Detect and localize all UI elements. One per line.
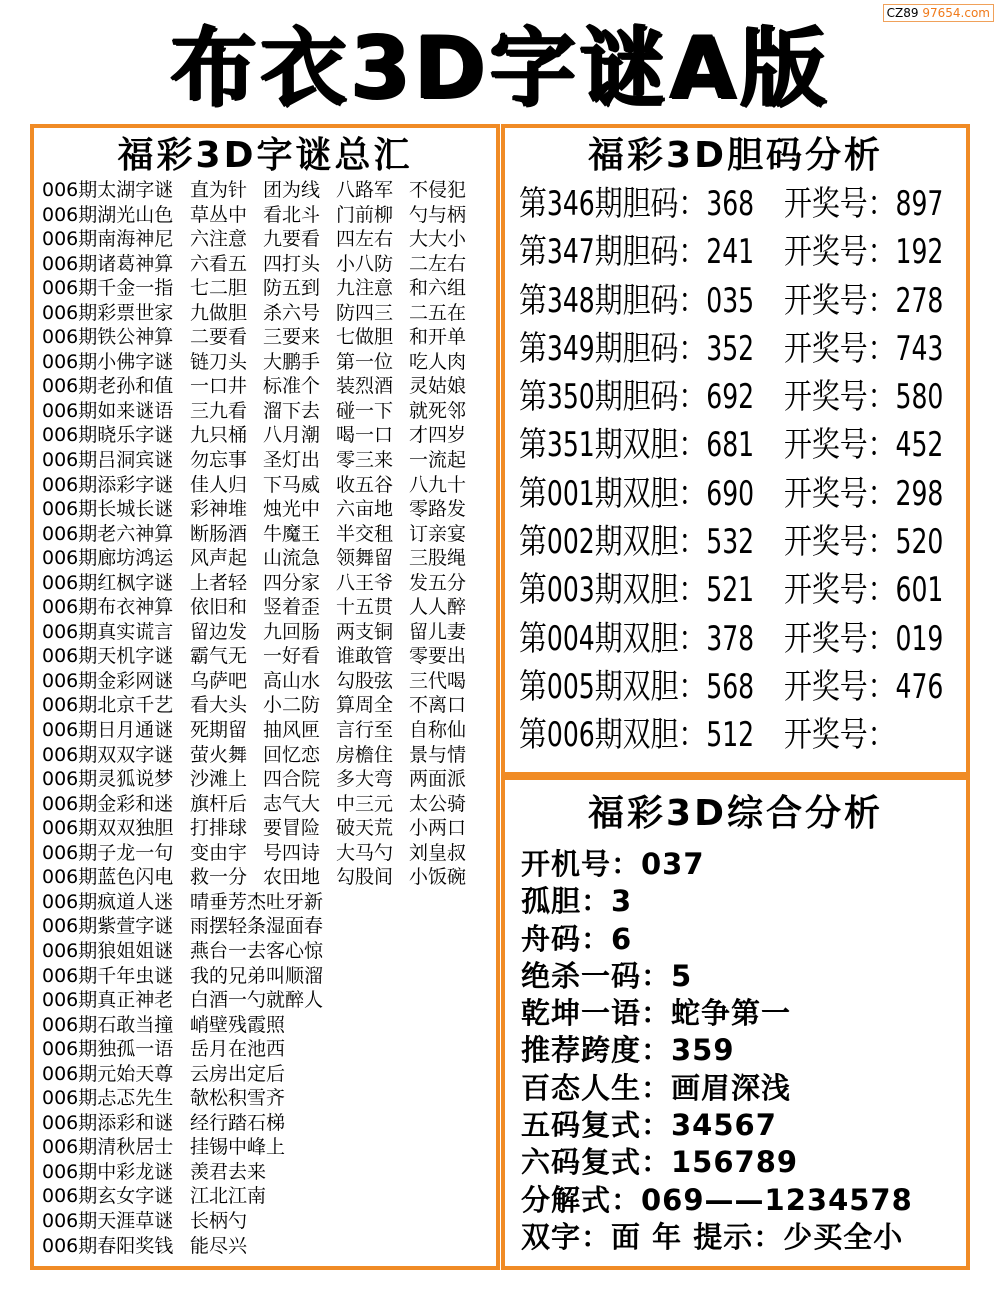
riddle-row bbox=[42, 1135, 482, 1160]
riddle-row bbox=[42, 718, 482, 743]
riddle-source: 006期子龙一句 bbox=[42, 841, 174, 864]
riddle-clue: 勺与柄 bbox=[409, 203, 467, 226]
dan-row bbox=[519, 373, 978, 421]
riddle-clue: 九注意 bbox=[336, 277, 394, 300]
riddle-source: 006期双双字谜 bbox=[42, 743, 174, 766]
riddle-clue: 门前柳 bbox=[336, 203, 394, 226]
riddle-clue: 回忆恋 bbox=[263, 743, 321, 766]
riddle-clue: 半交租 bbox=[336, 522, 394, 545]
riddle-clue: 吃人肉 bbox=[409, 350, 467, 373]
riddle-source: 006期双双独胆 bbox=[42, 817, 174, 840]
riddle-clue: 领舞留 bbox=[336, 547, 394, 570]
riddle-clue: 二五在 bbox=[409, 301, 467, 324]
riddle-clue: 要冒险 bbox=[263, 817, 321, 840]
riddle-row bbox=[42, 448, 482, 473]
riddle-clue: 晴垂芳杰吐牙新 bbox=[190, 890, 324, 913]
riddle-clue: 人人醉 bbox=[409, 596, 467, 619]
riddle-clue: 农田地 bbox=[263, 866, 321, 889]
riddle-clue: 死期留 bbox=[190, 719, 248, 742]
comprehensive-analysis-panel bbox=[501, 776, 970, 1270]
riddle-clue: 直为针 bbox=[190, 179, 248, 201]
riddle-row bbox=[42, 865, 482, 890]
riddle-row bbox=[42, 571, 482, 596]
riddle-clue: 六看五 bbox=[190, 252, 248, 275]
dan-code: 第005期双胆：568 bbox=[519, 666, 755, 707]
riddle-clue: 志气大 bbox=[263, 792, 321, 815]
comprehensive-analysis-title: 福彩3D综合分析 bbox=[588, 793, 883, 834]
dan-code: 第351期双胆：681 bbox=[519, 425, 755, 466]
comprehensive-list bbox=[521, 846, 913, 1256]
analysis-row: 乾坤一语：蛇争第一 bbox=[521, 996, 792, 1031]
riddle-source: 006期狼姐姐谜 bbox=[42, 939, 174, 962]
draw-number: 开奖号：476 bbox=[784, 666, 944, 707]
riddle-clue: 自称仙 bbox=[409, 719, 467, 742]
draw-number: 开奖号：601 bbox=[784, 570, 944, 611]
riddle-row bbox=[42, 399, 482, 424]
riddle-clue: 小两口 bbox=[409, 817, 467, 840]
riddle-row bbox=[42, 1037, 482, 1062]
riddle-clue: 溜下去 bbox=[263, 399, 321, 422]
riddle-row bbox=[42, 1184, 482, 1209]
riddle-row bbox=[42, 203, 482, 228]
riddle-clue: 大鹏手 bbox=[263, 350, 321, 373]
draw-number: 开奖号：452 bbox=[784, 425, 944, 466]
riddle-row bbox=[42, 1062, 482, 1087]
riddle-source: 006期石敢当撞 bbox=[42, 1013, 174, 1036]
riddle-clue: 和开单 bbox=[409, 326, 467, 349]
riddle-source: 006期红枫字谜 bbox=[42, 571, 174, 594]
dan-code: 第001期双胆：690 bbox=[519, 473, 755, 514]
riddle-clue: 一流起 bbox=[409, 449, 467, 472]
riddle-source: 006期铁公神算 bbox=[42, 326, 174, 349]
dan-code: 第002期双胆：532 bbox=[519, 522, 755, 563]
draw-number: 开奖号：192 bbox=[784, 232, 944, 273]
riddle-row bbox=[42, 595, 482, 620]
riddle-row bbox=[42, 1160, 482, 1185]
riddle-row bbox=[42, 767, 482, 792]
riddle-clue: 长柄勺 bbox=[190, 1209, 248, 1232]
dan-code: 第348期胆码：035 bbox=[519, 280, 755, 321]
watermark-prefix: CZ89 bbox=[886, 6, 919, 20]
riddle-clue: 旗杆后 bbox=[190, 792, 248, 815]
riddle-source: 006期疯道人迷 bbox=[42, 890, 174, 913]
dan-row bbox=[519, 180, 978, 228]
riddle-clue: 雨摆轻条湿面春 bbox=[190, 915, 324, 938]
riddle-source: 006期吕洞宾谜 bbox=[42, 449, 174, 472]
riddle-clue: 零要出 bbox=[409, 645, 467, 668]
riddle-row bbox=[42, 423, 482, 448]
riddle-source: 006期廊坊鸿运 bbox=[42, 547, 174, 570]
riddle-clue: 高山水 bbox=[263, 669, 321, 692]
riddle-clue: 留儿妻 bbox=[409, 620, 467, 643]
riddle-row bbox=[42, 276, 482, 301]
riddle-source: 006期元始天尊 bbox=[42, 1062, 174, 1085]
riddle-clue: 一口井 bbox=[190, 375, 248, 398]
riddle-clue: 四打头 bbox=[263, 252, 321, 275]
riddle-clue: 小八防 bbox=[336, 252, 394, 275]
riddle-row bbox=[42, 816, 482, 841]
riddle-clue: 佳人归 bbox=[190, 473, 248, 496]
riddle-clue: 救一分 bbox=[190, 866, 248, 889]
riddle-row bbox=[42, 939, 482, 964]
riddle-clue: 三股绳 bbox=[409, 547, 467, 570]
riddle-row bbox=[42, 914, 482, 939]
riddle-source: 006期天涯草谜 bbox=[42, 1209, 174, 1232]
riddle-clue: 欹松积雪齐 bbox=[190, 1087, 286, 1110]
analysis-row: 百态人生：画眉深浅 bbox=[521, 1070, 792, 1105]
riddle-source: 006期灵狐说梦 bbox=[42, 768, 174, 791]
riddle-row bbox=[42, 841, 482, 866]
riddle-source: 006期天机字谜 bbox=[42, 645, 174, 668]
riddle-source: 006期玄女字谜 bbox=[42, 1185, 174, 1208]
riddle-clue: 八路军 bbox=[336, 179, 394, 201]
riddle-clue: 九做胆 bbox=[190, 301, 248, 324]
riddle-source: 006期彩票世家 bbox=[42, 301, 174, 324]
riddle-clue: 碰一下 bbox=[336, 399, 394, 422]
riddle-source: 006期清秋居士 bbox=[42, 1136, 174, 1159]
riddle-clue: 我的兄弟叫顺溜 bbox=[190, 964, 324, 987]
riddle-source: 006期真实谎言 bbox=[42, 620, 174, 643]
dan-analysis-panel bbox=[501, 124, 970, 776]
riddle-clue: 收五谷 bbox=[336, 473, 394, 496]
dan-code: 第006期双胆：512 bbox=[519, 715, 755, 756]
riddle-clue: 七做胆 bbox=[336, 326, 394, 349]
riddle-clue: 大马勺 bbox=[336, 841, 394, 864]
riddle-row bbox=[42, 792, 482, 817]
riddle-source: 006期真正神老 bbox=[42, 989, 174, 1012]
riddle-clue: 三要来 bbox=[263, 326, 321, 349]
riddle-clue: 萤火舞 bbox=[190, 743, 248, 766]
riddle-source: 006期长城长谜 bbox=[42, 498, 174, 521]
riddle-clue: 沙滩上 bbox=[190, 768, 248, 791]
analysis-row: 推荐跨度：359 bbox=[521, 1033, 735, 1068]
analysis-row: 舟码：6 bbox=[521, 921, 633, 956]
analysis-row: 双字：面 年 提示：少买全小 bbox=[521, 1219, 904, 1254]
riddle-clue: 号四诗 bbox=[263, 841, 321, 864]
riddle-clue: 峭壁残霞照 bbox=[190, 1013, 286, 1036]
dan-row bbox=[519, 711, 978, 759]
draw-number: 开奖号： bbox=[784, 715, 896, 756]
riddle-clue: 岳月在池西 bbox=[190, 1038, 286, 1061]
riddle-clue: 白酒一勺就醉人 bbox=[190, 989, 324, 1012]
analysis-row: 绝杀一码：5 bbox=[521, 958, 693, 993]
riddle-source: 006期中彩龙谜 bbox=[42, 1160, 174, 1183]
riddle-clue: 草丛中 bbox=[190, 203, 248, 226]
riddle-clue: 六注意 bbox=[190, 228, 248, 251]
riddle-clue: 九回肠 bbox=[263, 620, 321, 643]
riddle-source: 006期诸葛神算 bbox=[42, 252, 174, 275]
riddle-clue: 圣灯出 bbox=[263, 449, 321, 472]
dan-row bbox=[519, 615, 978, 663]
riddle-clue: 经行踏石梯 bbox=[190, 1111, 286, 1134]
riddle-clue: 能尽兴 bbox=[190, 1234, 248, 1257]
riddle-clue: 就死邻 bbox=[409, 399, 467, 422]
riddle-clue: 小二防 bbox=[263, 694, 321, 717]
draw-number: 开奖号：520 bbox=[784, 522, 944, 563]
riddle-clue: 牛魔王 bbox=[263, 522, 321, 545]
riddle-row bbox=[42, 374, 482, 399]
riddle-row bbox=[42, 669, 482, 694]
draw-number: 开奖号：298 bbox=[784, 473, 944, 514]
riddle-clue: 二左右 bbox=[409, 252, 467, 275]
riddle-clue: 景与情 bbox=[409, 743, 467, 766]
analysis-row: 孤胆：3 bbox=[521, 884, 633, 919]
riddle-row bbox=[42, 1013, 482, 1038]
riddle-source: 006期金彩和迷 bbox=[42, 792, 174, 815]
dan-code: 第003期双胆：521 bbox=[519, 570, 755, 611]
riddle-clue: 两面派 bbox=[409, 768, 467, 791]
dan-row bbox=[519, 421, 978, 469]
riddle-clue: 三代喝 bbox=[409, 669, 467, 692]
analysis-row: 分解式：069——1234578 bbox=[521, 1182, 913, 1217]
riddle-clue: 十五贯 bbox=[336, 596, 394, 619]
riddle-clue: 防四三 bbox=[336, 301, 394, 324]
riddle-clue: 八月潮 bbox=[263, 424, 321, 447]
riddle-clue: 三九看 bbox=[190, 399, 248, 422]
dan-row bbox=[519, 228, 978, 276]
riddle-source: 006期添彩字谜 bbox=[42, 473, 174, 496]
riddle-clue: 房檐住 bbox=[336, 743, 394, 766]
dan-row bbox=[519, 470, 978, 518]
riddle-clue: 喝一口 bbox=[336, 424, 394, 447]
riddle-clue: 灵姑娘 bbox=[409, 375, 467, 398]
riddle-source: 006期北京千艺 bbox=[42, 694, 174, 717]
riddle-row bbox=[42, 325, 482, 350]
riddle-clue: 中三元 bbox=[336, 792, 394, 815]
riddle-clue: 二要看 bbox=[190, 326, 248, 349]
riddle-clue: 不离口 bbox=[409, 694, 467, 717]
riddle-row bbox=[42, 693, 482, 718]
draw-number: 开奖号：278 bbox=[784, 280, 944, 321]
riddle-clue: 算周全 bbox=[336, 694, 394, 717]
riddle-row bbox=[42, 522, 482, 547]
riddle-clue: 霸气无 bbox=[190, 645, 248, 668]
analysis-row: 六码复式：156789 bbox=[521, 1145, 799, 1180]
riddle-row bbox=[42, 644, 482, 669]
riddle-source: 006期蓝色闪电 bbox=[42, 866, 174, 889]
riddle-clue: 四左右 bbox=[336, 228, 394, 251]
dan-code: 第346期胆码：368 bbox=[519, 184, 755, 224]
riddle-clue: 九只桶 bbox=[190, 424, 248, 447]
riddle-source: 006期日月通谜 bbox=[42, 719, 174, 742]
riddle-row bbox=[42, 988, 482, 1013]
riddle-row bbox=[42, 497, 482, 522]
page-title: 布衣3D字谜A版 bbox=[170, 18, 830, 118]
riddle-clue: 抽风匣 bbox=[263, 719, 321, 742]
riddle-clue: 断肠酒 bbox=[190, 522, 248, 545]
riddle-row bbox=[42, 350, 482, 375]
dan-list bbox=[519, 180, 978, 760]
analysis-row: 五码复式：34567 bbox=[521, 1108, 777, 1143]
riddle-clue: 六亩地 bbox=[336, 498, 394, 521]
draw-number: 开奖号：743 bbox=[784, 328, 944, 369]
dan-row bbox=[519, 566, 978, 614]
riddle-clue: 不侵犯 bbox=[409, 179, 467, 201]
riddle-clue: 烛光中 bbox=[263, 498, 321, 521]
riddle-row bbox=[42, 178, 482, 203]
riddle-clue: 上者轻 bbox=[190, 571, 248, 594]
riddle-row bbox=[42, 1209, 482, 1234]
riddle-clue: 发五分 bbox=[409, 571, 467, 594]
riddle-clue: 四分家 bbox=[263, 571, 321, 594]
riddle-clue: 防五到 bbox=[263, 277, 321, 300]
draw-number: 开奖号：897 bbox=[784, 184, 944, 224]
riddle-clue: 彩神堆 bbox=[190, 498, 248, 521]
draw-number: 开奖号：580 bbox=[784, 377, 944, 418]
riddle-clue: 大大小 bbox=[409, 228, 467, 251]
riddle-clue: 勾股弦 bbox=[336, 669, 394, 692]
riddle-clue: 看北斗 bbox=[263, 203, 321, 226]
dan-analysis-title: 福彩3D胆码分析 bbox=[588, 135, 883, 176]
riddle-clue: 留边发 bbox=[190, 620, 248, 643]
riddle-clue: 才四岁 bbox=[409, 424, 467, 447]
riddle-source: 006期忐忑先生 bbox=[42, 1087, 174, 1110]
riddle-source: 006期老六神算 bbox=[42, 522, 174, 545]
riddle-clue: 言行至 bbox=[336, 719, 394, 742]
riddle-row bbox=[42, 964, 482, 989]
riddle-clue: 乌萨吧 bbox=[190, 669, 248, 692]
riddle-clue: 山流急 bbox=[263, 547, 321, 570]
riddle-source: 006期小佛字谜 bbox=[42, 350, 174, 373]
riddle-source: 006期紫萱字谜 bbox=[42, 915, 174, 938]
riddle-clue: 刘皇叔 bbox=[409, 841, 467, 864]
riddle-clue: 八九十 bbox=[409, 473, 467, 496]
riddle-clue: 八王爷 bbox=[336, 571, 394, 594]
riddle-clue: 团为线 bbox=[263, 179, 321, 201]
riddle-clue: 江北江南 bbox=[190, 1185, 267, 1208]
riddle-row bbox=[42, 1234, 482, 1259]
riddle-source: 006期布衣神算 bbox=[42, 596, 174, 619]
riddle-clue: 零路发 bbox=[409, 498, 467, 521]
riddle-clue: 标准个 bbox=[263, 375, 321, 398]
riddle-clue: 九要看 bbox=[263, 228, 321, 251]
riddle-clue: 杀六号 bbox=[263, 301, 321, 324]
riddle-source: 006期添彩和谜 bbox=[42, 1111, 174, 1134]
riddle-row bbox=[42, 546, 482, 571]
dan-code: 第349期胆码：352 bbox=[519, 328, 755, 369]
riddle-clue: 勿忘事 bbox=[190, 449, 248, 472]
watermark-site: 97654.com bbox=[922, 6, 990, 20]
riddle-source: 006期老孙和值 bbox=[42, 375, 174, 398]
riddle-row bbox=[42, 620, 482, 645]
riddle-source: 006期如来谜语 bbox=[42, 399, 174, 422]
riddle-summary-panel bbox=[30, 124, 500, 1270]
riddle-row bbox=[42, 743, 482, 768]
analysis-row: 开机号：037 bbox=[521, 847, 705, 881]
riddle-source: 006期晓乐字谜 bbox=[42, 424, 174, 447]
riddle-row bbox=[42, 227, 482, 252]
riddle-source: 006期太湖字谜 bbox=[42, 179, 174, 201]
dan-code: 第004期双胆：378 bbox=[519, 618, 755, 659]
riddle-clue: 变由宇 bbox=[190, 841, 248, 864]
riddle-clue: 羡君去来 bbox=[190, 1160, 267, 1183]
riddle-clue: 四合院 bbox=[263, 768, 321, 791]
riddle-clue: 打排球 bbox=[190, 817, 248, 840]
riddle-clue: 和六组 bbox=[409, 277, 467, 300]
riddle-row bbox=[42, 252, 482, 277]
riddle-source: 006期南海神尼 bbox=[42, 228, 174, 251]
riddle-source: 006期春阳奖钱 bbox=[42, 1234, 174, 1257]
riddle-source: 006期千金一指 bbox=[42, 277, 174, 300]
riddle-clue: 多大弯 bbox=[336, 768, 394, 791]
riddle-source: 006期湖光山色 bbox=[42, 203, 174, 226]
riddle-clue: 链刀头 bbox=[190, 350, 248, 373]
riddle-clue: 下马威 bbox=[263, 473, 321, 496]
dan-row bbox=[519, 277, 978, 325]
dan-row bbox=[519, 663, 978, 711]
riddle-summary-title: 福彩3D字谜总汇 bbox=[117, 135, 413, 176]
riddle-clue: 看大头 bbox=[190, 694, 248, 717]
riddle-clue: 小饭碗 bbox=[409, 866, 467, 889]
riddle-row bbox=[42, 1086, 482, 1111]
riddle-row bbox=[42, 1111, 482, 1136]
riddle-row bbox=[42, 473, 482, 498]
dan-code: 第350期胆码：692 bbox=[519, 377, 755, 418]
riddle-row bbox=[42, 890, 482, 915]
riddle-source: 006期金彩网谜 bbox=[42, 669, 174, 692]
riddle-clue: 零三来 bbox=[336, 449, 394, 472]
riddle-clue: 订亲宴 bbox=[409, 522, 467, 545]
riddle-source: 006期千年虫谜 bbox=[42, 964, 174, 987]
riddle-clue: 燕台一去客心惊 bbox=[190, 939, 324, 962]
riddle-clue: 七二胆 bbox=[190, 277, 248, 300]
riddle-list bbox=[42, 178, 482, 1258]
riddle-clue: 第一位 bbox=[336, 350, 394, 373]
riddle-row bbox=[42, 301, 482, 326]
riddle-clue: 破天荒 bbox=[336, 817, 394, 840]
riddle-clue: 两支铜 bbox=[336, 620, 394, 643]
riddle-clue: 谁敢管 bbox=[336, 645, 394, 668]
riddle-clue: 依旧和 bbox=[190, 596, 248, 619]
riddle-clue: 太公骑 bbox=[409, 792, 467, 815]
riddle-source: 006期独孤一语 bbox=[42, 1038, 174, 1061]
riddle-clue: 勾股间 bbox=[336, 866, 394, 889]
riddle-clue: 竖着歪 bbox=[263, 596, 321, 619]
riddle-clue: 云房出定后 bbox=[190, 1062, 286, 1085]
riddle-clue: 挂锡中峰上 bbox=[190, 1136, 286, 1159]
dan-code: 第347期胆码：241 bbox=[519, 232, 755, 273]
riddle-clue: 风声起 bbox=[190, 547, 248, 570]
dan-row bbox=[519, 518, 978, 566]
riddle-clue: 装烈酒 bbox=[336, 375, 394, 398]
riddle-clue: 一好看 bbox=[263, 645, 321, 668]
draw-number: 开奖号：019 bbox=[784, 618, 944, 659]
dan-row bbox=[519, 325, 978, 373]
